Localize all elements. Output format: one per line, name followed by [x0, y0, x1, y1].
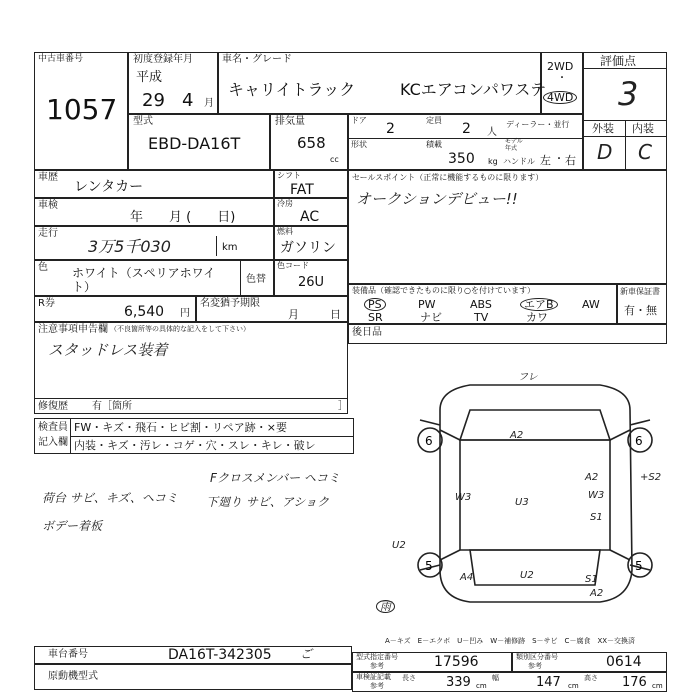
rating-exterior-label: 外装	[592, 122, 614, 135]
registration-era: 平成	[136, 70, 163, 85]
shift-value: FAT	[290, 182, 314, 198]
color-value2: ト）	[72, 280, 97, 294]
dealer-label: ディーラー・並行	[506, 120, 570, 129]
checks-divider	[70, 436, 354, 437]
inspection-value: 年 月 ( 日)	[130, 210, 236, 225]
chassis-value: DA16T-342305	[168, 647, 272, 663]
inspector-note-4: ボデー着板	[42, 519, 103, 533]
notes-label: 注意事項申告欄	[38, 324, 108, 335]
recycle-unit: 円	[180, 308, 190, 319]
drive-2wd: 2WD	[547, 60, 574, 73]
tax-label: 名変猶予期限	[200, 298, 260, 309]
lot-label: 中古車番号	[38, 54, 84, 64]
car-diagram	[392, 370, 680, 630]
designation-value: 17596	[434, 654, 479, 670]
inspector-note-3: 荷台 サビ、キズ、ヘコミ	[42, 491, 178, 505]
rating-split	[625, 120, 626, 170]
drive-dot: ・	[557, 73, 567, 84]
handle-right: 右	[565, 154, 576, 167]
rating-interior: C	[638, 140, 652, 164]
doors-label: ドア	[351, 116, 367, 125]
checks-row1: FW・キズ・飛石・ヒビ割・リペア跡・×要	[74, 421, 287, 434]
rating-interior-label: 内装	[632, 122, 654, 135]
sales-point-label: セールスポイント（正常に機能するものに限ります）	[352, 173, 544, 182]
handle-left: 左	[540, 154, 551, 167]
load-unit: kg	[488, 157, 498, 166]
recycle-value: 6,540	[124, 304, 165, 320]
drive-4wd: 4WD	[543, 91, 577, 104]
inspection-label: 車検	[38, 200, 58, 211]
category-label: 類別区分番号	[516, 653, 558, 661]
designation-label: 型式指定番号	[356, 653, 398, 661]
rating-divider	[583, 68, 667, 69]
repair-close: ］	[338, 401, 348, 412]
checks-row2: 内装・キズ・汚レ・コゲ・穴・スレ・キレ・破レ	[74, 439, 316, 452]
rating-value: 3	[618, 75, 639, 113]
checks-label1: 検査員	[38, 422, 68, 433]
width-value: 147	[536, 675, 561, 690]
shape-label: 形状	[351, 140, 367, 149]
sales-point-text: オークションデビュー!!	[356, 190, 518, 208]
displacement-label: 排気量	[275, 116, 305, 127]
model-label: 型式	[133, 116, 153, 127]
mileage-label: 走行	[38, 228, 58, 239]
equip-navi: ナビ	[420, 311, 442, 324]
mark-a4: A4	[460, 572, 474, 583]
mark-s2-side: +S2	[640, 472, 662, 483]
fuel-value: ガソリン	[280, 240, 336, 256]
checks-label2: 記入欄	[38, 437, 68, 448]
rating-label: 評価点	[600, 54, 637, 68]
height-value: 176	[622, 675, 647, 690]
capacity-label: 定員	[426, 116, 442, 125]
warranty-value: 有・無	[624, 304, 657, 317]
mark-a2-right: A2	[585, 472, 599, 483]
chassis-label: 車台番号	[48, 649, 88, 660]
registration-label: 初度登録年月	[133, 54, 193, 65]
mark-a2-top: A2	[510, 430, 524, 441]
gaps-box	[352, 672, 667, 692]
registration-year: 29	[142, 90, 165, 111]
engine-label: 原動機型式	[48, 671, 98, 682]
color-split	[240, 260, 241, 296]
mark-w3-left: W3	[455, 492, 472, 503]
capacity-unit: 人	[487, 127, 497, 138]
equip-tv: TV	[474, 311, 489, 324]
fuel-label: 燃料	[277, 227, 293, 236]
car-grade: KCエアコンパワステ	[400, 80, 547, 99]
repair-divider	[34, 398, 348, 399]
gaps-sub: 参考	[370, 682, 384, 690]
mark-u2-bottom: U2	[520, 570, 534, 581]
equip-leather: カワ	[526, 311, 548, 324]
displacement-unit: cc	[330, 155, 339, 164]
displacement-value: 658	[297, 134, 326, 152]
category-sub: 参考	[528, 662, 542, 670]
mileage-unit: km	[222, 242, 238, 253]
color-change-label: 色替	[246, 274, 266, 285]
dealer-model-label2: 年式	[505, 145, 518, 152]
history-label: 車歴	[38, 172, 58, 183]
mark-a2-bottom: A2	[590, 588, 604, 599]
tax-day: 日	[330, 308, 341, 321]
height-unit: cm	[652, 682, 663, 690]
history-value: レンタカー	[74, 179, 144, 195]
notes-box	[34, 322, 348, 414]
mileage-value: 3万5千030	[88, 237, 171, 256]
car-label: 車名・グレード	[222, 54, 292, 65]
car-outline	[418, 385, 652, 602]
length-label: 長さ	[402, 674, 416, 682]
repair-value: 有［箇所	[92, 401, 132, 412]
ac-label: 冷房	[277, 199, 293, 208]
car-name: キャリイトラック	[228, 80, 356, 99]
warranty-label: 新車保証書	[620, 287, 660, 296]
colorcode-value: 26U	[298, 275, 325, 290]
registration-month-unit: 月	[204, 98, 214, 109]
mark-u3: U3	[515, 497, 529, 508]
shift-label: シフト	[277, 171, 301, 180]
equipment-label: 装備品（確認できたものに限り○を付けています）	[352, 286, 535, 295]
load-value: 350	[448, 151, 475, 167]
spec-divider	[348, 138, 583, 139]
capacity-value: 2	[462, 121, 471, 137]
equip-ps: PS	[364, 298, 386, 311]
width-unit: cm	[568, 682, 579, 690]
load-label: 積載	[426, 140, 442, 149]
height-label: 高さ	[584, 674, 598, 682]
equip-aw: AW	[582, 298, 600, 311]
repair-label: 修復歴	[38, 401, 68, 412]
handle-dot: ・	[554, 154, 564, 165]
color-label: 色	[38, 262, 48, 273]
mark-s1-right: S1	[590, 512, 603, 523]
color-value1: ホワイト（スペリアホワイ	[72, 266, 216, 280]
equip-abs: ABS	[470, 298, 492, 311]
arrival-box	[348, 324, 667, 344]
registration-month: 4	[182, 90, 194, 111]
notes-text: スタッドレス装着	[48, 341, 168, 359]
mileage-split	[216, 236, 217, 256]
tire-rr: 5	[635, 559, 643, 573]
mark-w3-right: W3	[588, 490, 605, 501]
damage-legend: A－キズ E－エクボ U－凹み W－補修跡 S－サビ C－腐食 XX－交換済	[385, 637, 636, 645]
lot-number: 1057	[46, 93, 118, 126]
ac-value: AC	[300, 209, 320, 225]
model-value: EBD-DA16T	[148, 134, 241, 153]
category-value: 0614	[606, 654, 642, 670]
rating-exterior: D	[597, 140, 613, 164]
doors-value: 2	[386, 121, 395, 137]
mark-top: フレ	[518, 372, 538, 383]
tire-rl: 5	[425, 559, 433, 573]
recycle-label: R券	[38, 298, 55, 309]
colorcode-label: 色コード	[277, 261, 309, 270]
tire-fl: 6	[425, 434, 433, 448]
designation-sub: 参考	[370, 662, 384, 670]
tire-fr: 6	[635, 434, 643, 448]
equip-sr: SR	[368, 311, 383, 324]
chassis-extra: ご	[300, 647, 313, 661]
mark-u2: U2	[392, 540, 406, 551]
equip-airbag: エアB	[520, 298, 558, 311]
equip-pw: PW	[418, 298, 436, 311]
dealer-model-label1: モデル	[505, 138, 523, 145]
recycle-box	[34, 296, 196, 322]
length-unit: cm	[476, 682, 487, 690]
gaps-label: 車検証記載	[356, 673, 391, 681]
history-box	[34, 170, 274, 198]
length-value: 339	[446, 675, 471, 690]
inspector-note-1: Fクロスメンバー ヘコミ	[210, 471, 340, 485]
tax-month: 月	[288, 308, 299, 321]
width-label: 幅	[492, 674, 499, 682]
handle-label: ハンドル	[503, 157, 535, 166]
mark-s1-bottom: S1	[585, 574, 598, 585]
notes-sublabel: （不良箇所等の具体的な記入をして下さい）	[110, 325, 250, 333]
inspector-note-2: 下廻り サビ、アショク	[206, 495, 329, 509]
sales-point-box	[348, 170, 667, 284]
stamp-mark: 雨	[376, 600, 395, 613]
arrival-label: 後日品	[352, 327, 382, 338]
